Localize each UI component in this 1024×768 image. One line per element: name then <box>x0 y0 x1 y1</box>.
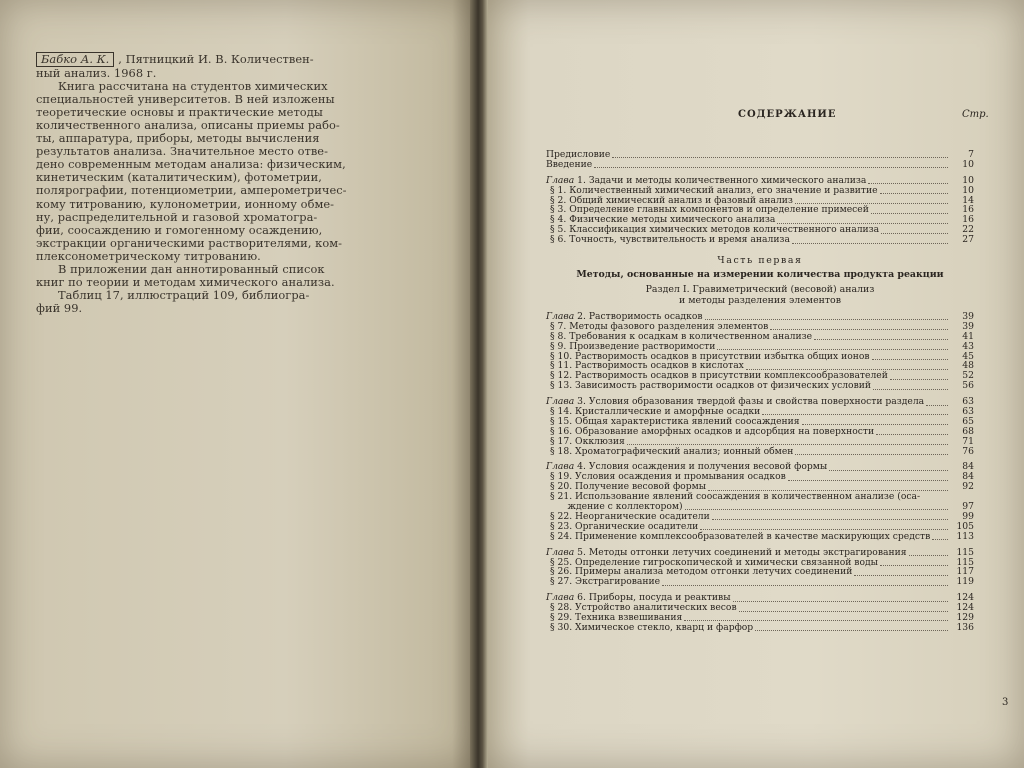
contents-title: СОДЕРЖАНИЕ <box>738 109 837 120</box>
toc-row: ждение с коллектором) 97 <box>550 501 974 513</box>
toc-chapter-row: Глава 4. Условия осаждения и получения весовой формы 84 <box>546 461 974 473</box>
toc-row: § 28. Устройство аналитических весов 124 <box>550 602 974 614</box>
toc-row: § 10. Растворимость осадков в присутствии избытка общих ионов 45 <box>550 350 974 362</box>
toc-row: § 1. Количественный химический анализ, его значение и развитие 10 <box>550 184 974 196</box>
toc-chapter-row: Глава 6. Приборы, посуда и реактивы 124 <box>546 592 974 604</box>
toc-row: § 26. Примеры анализа методом отгонки летучих соединений 117 <box>550 566 974 578</box>
annotation-line: В приложении дан аннотированный список <box>58 261 325 276</box>
book-gutter <box>470 0 488 768</box>
toc-row: § 13. Зависимость растворимости осадков от физических условий 56 <box>550 380 974 392</box>
toc-row: Введение 10 <box>546 158 974 170</box>
annotation-line: плексонометрическому титрованию. <box>36 248 261 263</box>
toc-row: § 4. Физические методы химического анализа 16 <box>550 214 974 226</box>
part-label: Часть первая <box>717 255 803 267</box>
toc-row: § 6. Точность, чувствительность и время анализа 27 <box>550 234 974 246</box>
toc-row: § 23. Органические осадители 105 <box>550 520 974 532</box>
toc-row: § 2. Общий химический анализ и фазовый анализ 14 <box>550 194 974 206</box>
annotation-line: специальностей университетов. В ней изложены <box>36 92 335 107</box>
annotation-line: ный анализ. 1968 г. <box>36 66 157 81</box>
annotation-line: Книга рассчитана на студентов химических <box>58 79 328 94</box>
annotation-line: ну, распределительной и газовой хроматогра- <box>36 209 318 224</box>
section-heading: Раздел I. Гравиметрический (весовой) анализ <box>645 284 875 296</box>
annotation-line: ты, аппаратура, приборы, методы вычисления <box>36 131 320 146</box>
toc-row: § 9. Произведение растворимости 43 <box>550 340 974 352</box>
toc-row: § 8. Требования к осадкам в количественном анализе 41 <box>550 330 974 342</box>
toc-row: § 12. Растворимость осадков в присутствии комплексообразователей 52 <box>550 370 974 382</box>
toc-row: § 19. Условия осаждения и промывания осадков 84 <box>550 471 974 483</box>
toc-row: § 14. Кристаллические и аморфные осадки 63 <box>550 406 974 418</box>
annotation-line: теоретические основы и практические методы <box>36 105 323 120</box>
annotation-line: фии, соосаждению и гомогенному осаждению, <box>36 222 323 237</box>
section-heading-2: и методы разделения элементов <box>679 295 841 307</box>
toc-row: § 20. Получение весовой формы 92 <box>550 481 974 493</box>
annotation-line: количественного анализа, описаны приемы рабо- <box>36 118 340 133</box>
annotation-card <box>36 52 347 315</box>
toc-row: § 16. Образование аморфных осадков и адсорбция на поверхности 68 <box>550 425 974 437</box>
toc-row: § 15. Общая характеристика явлений соосаждения 65 <box>550 415 974 427</box>
toc-row: § 22. Неорганические осадители 99 <box>550 510 974 522</box>
annotation-line: полярографии, потенциометрии, амперометричес- <box>36 183 347 198</box>
annotation-line: дено современным методам анализа: физическим, <box>36 157 346 172</box>
toc-row: § 21. Использование явлений соосаждения в количественном анализе (оса- <box>550 491 921 503</box>
part-heading: Методы, основанные на измерении количества продукта реакции <box>576 269 944 281</box>
toc-row: § 5. Классификация химических методов количественного анализа 22 <box>550 224 974 236</box>
toc-row: § 24. Применение комплексообразователей в качестве маскирующих средств 113 <box>550 530 974 542</box>
toc-row: § 29. Техника взвешивания 129 <box>550 611 974 623</box>
toc-chapter-row: Глава 1. Задачи и методы количественного химического анализа 10 <box>546 174 974 186</box>
annotation-line: книг по теории и методам химического анализа. <box>36 274 335 289</box>
toc-chapter-row: Глава 2. Растворимость осадков 39 <box>546 311 974 323</box>
toc-row: § 25. Определение гигроскопической и химически связанной воды 115 <box>550 556 974 568</box>
toc-row: § 27. Экстрагирование 119 <box>550 576 974 588</box>
page-number: 3 <box>1002 697 1009 708</box>
toc-row: § 18. Хроматографический анализ; ионный обмен 76 <box>550 445 974 457</box>
toc-row: § 7. Методы фазового разделения элементов 39 <box>550 320 974 332</box>
toc-row: § 3. Определение главных компонентов и определение примесей 16 <box>550 204 974 216</box>
toc-chapter-row: Глава 5. Методы отгонки летучих соединений и методы экстрагирования 115 <box>546 546 974 558</box>
annotation-line: фий 99. <box>36 300 83 315</box>
toc-row: § 30. Химическое стекло, кварц и фарфор 136 <box>550 621 974 633</box>
annotation-line: , Пятницкий И. В. Количествен- <box>118 52 314 66</box>
annotation-line: кому титрованию, кулонометрии, ионному обме- <box>36 196 335 211</box>
toc-row: § 17. Окклюзия 71 <box>550 435 974 447</box>
annotation-line: кинетическим (каталитическим), фотометрии, <box>36 170 322 185</box>
toc-row: Предисловие 7 <box>546 149 974 160</box>
annotation-line: экстракции органическими растворителями, ком- <box>36 235 343 250</box>
table-of-contents <box>546 150 974 633</box>
toc-chapter-row: Глава 3. Условия образования твердой фазы и свойства поверхности раздела 63 <box>546 396 974 408</box>
page-column-label: Стр. <box>962 109 989 120</box>
author-box: Бабко А. К. <box>36 52 114 67</box>
annotation-line: результатов анализа. Значительное место отве- <box>36 144 328 159</box>
annotation-line: Таблиц 17, иллюстраций 109, библиогра- <box>58 287 310 302</box>
toc-row: § 11. Растворимость осадков в кислотах 48 <box>550 360 974 372</box>
